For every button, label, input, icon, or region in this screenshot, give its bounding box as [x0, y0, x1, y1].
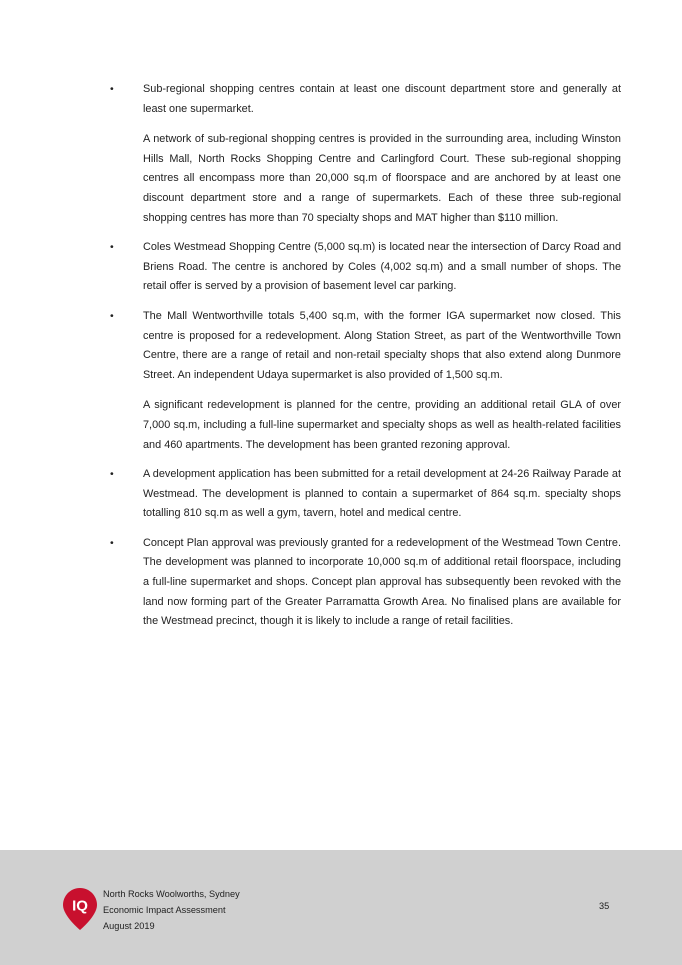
bullet-item-railway-parade [0, 465, 621, 524]
bullet-marker: • [110, 241, 114, 254]
paragraph: The Mall Wentworthville totals 5,400 sq.m, with the former IGA supermarket now closed. This centre is proposed for a redevelopment. Along Station Street, as part of the Wentworthville Town Centre, there are a range of retail and non-retail specialty shops that also extend along Dunmore Street. An independent Udaya supermarket is also provided of 1,500 sq.m. [143, 309, 621, 381]
footer-document-info [103, 886, 240, 934]
footer-date: August 2019 [103, 921, 155, 931]
paragraph: A development application has been submitted for a retail development at 24-26 Railway Parade at Westmead. The development is planned to contain a supermarket of 864 sq.m. specialty shops totalling 810 sq.m as well a gym, tavern, hotel and medical centre. [143, 468, 621, 520]
bullet-marker: • [110, 309, 114, 322]
footer-report-type: Economic Impact Assessment [103, 905, 226, 915]
page-number: 35 [599, 901, 610, 911]
bullet-marker: • [110, 83, 114, 95]
bullet-marker: • [110, 536, 114, 549]
document-body [0, 80, 682, 642]
bullet-marker: • [110, 468, 114, 481]
paragraph: Sub-regional shopping centres contain at least one discount department store and generally at least one supermarket. [143, 83, 621, 115]
bullet-item-mall-wentworthville [0, 307, 621, 455]
paragraph: Concept Plan approval was previously granted for a redevelopment of the Westmead Town Centre. The development was planned to incorporate 10,000 sq.m of additional retail floorspace, including a full-line supermarket and shops. Concept plan approval has subsequently been revoked with the land now forming part of the Greater Parramatta Growth Area. No finalised plans are available for the Westmead precinct, though it is likely to include a range of retail facilities. [143, 536, 621, 628]
iq-logo-icon [62, 887, 98, 931]
bullet-item-coles-westmead [0, 238, 621, 297]
paragraph: A network of sub-regional shopping centres is provided in the surrounding area, including Winston Hills Mall, North Rocks Shopping Centre and Carlingford Court. These sub-regional shopping centres all encompass more than 20,000 sq.m of floorspace and are anchored by at least one discount department store and a range of supermarkets. Each of these three sub-regional shopping centres has more than 70 specialty shops and MAT higher than $110 million. [143, 133, 621, 224]
paragraph: Coles Westmead Shopping Centre (5,000 sq.m) is located near the intersection of Darcy Road and Briens Road. The centre is anchored by Coles (4,002 sq.m) and a small number of shops. The retail offer is served by a provision of basement level car parking. [143, 241, 621, 293]
page-footer [0, 850, 682, 965]
footer-project-title: North Rocks Woolworths, Sydney [103, 889, 240, 899]
logo-text: IQ [72, 897, 88, 915]
bullet-item-westmead-town-centre [0, 534, 621, 632]
paragraph: A significant redevelopment is planned for the centre, providing an additional retail GLA of over 7,000 sq.m, including a full-line supermarket and specialty shops as well as health-related facilities and 460 apartments. The development has been granted rezoning approval. [143, 399, 621, 451]
bullet-item-sub-regional [0, 80, 621, 228]
